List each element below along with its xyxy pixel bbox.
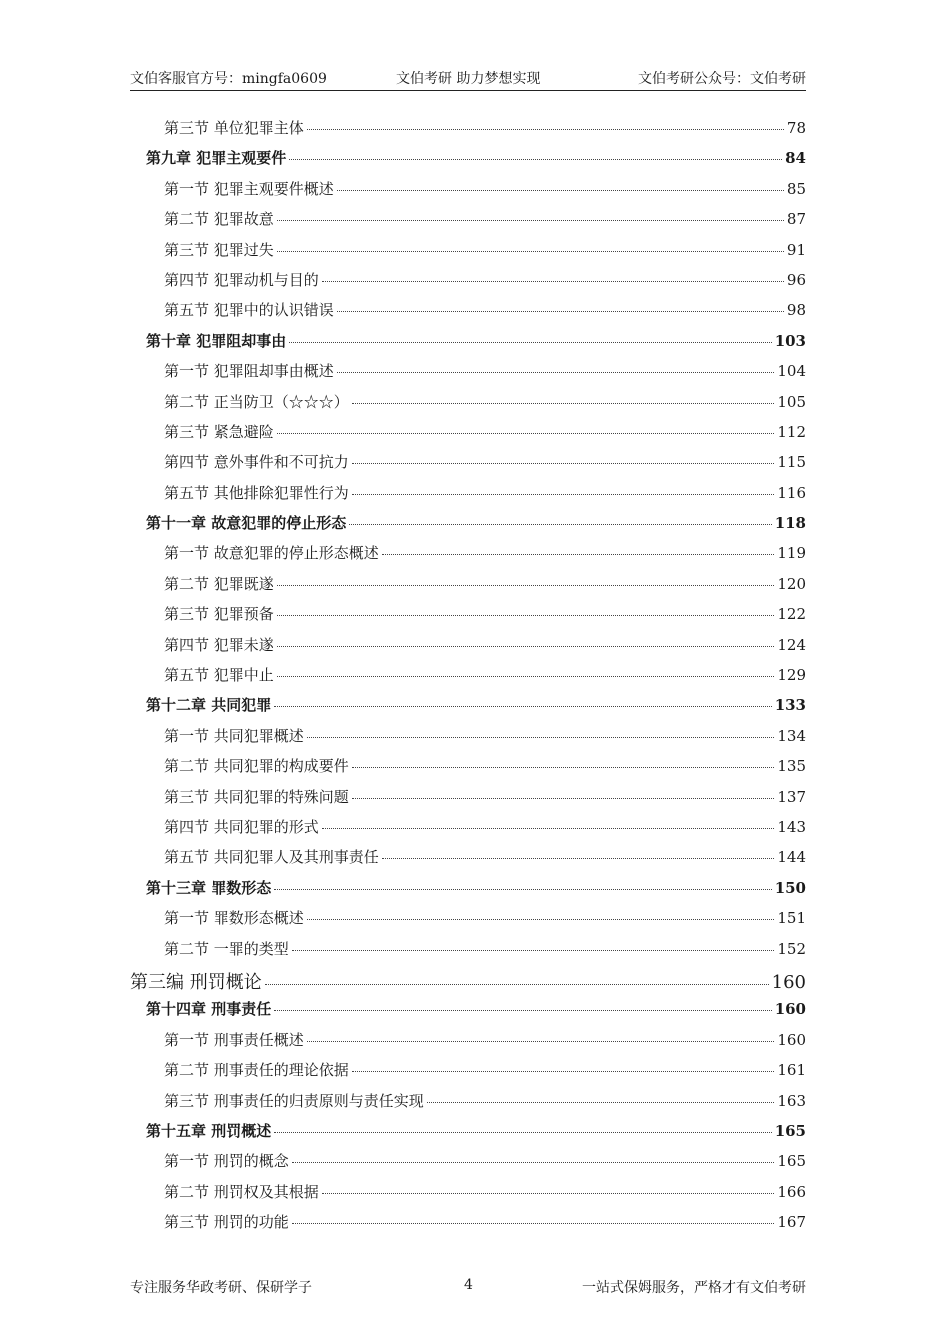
toc-entry-title: 第五节 犯罪中的认识错误	[164, 301, 334, 320]
toc-dot-leader	[277, 646, 775, 647]
toc-entry-page: 163	[777, 1091, 806, 1110]
toc-entry-page: 137	[777, 787, 806, 806]
toc-entry-section[interactable]	[130, 421, 806, 451]
page-footer	[130, 1277, 806, 1297]
toc-entry-title: 第三编 刑罚概论	[130, 971, 262, 993]
toc-dot-leader	[307, 737, 775, 738]
toc-entry-page: 124	[777, 635, 806, 654]
toc-dot-leader	[322, 828, 775, 829]
toc-entry-section[interactable]	[130, 816, 806, 846]
toc-dot-leader	[307, 919, 775, 920]
toc-dot-leader	[322, 281, 784, 282]
toc-entry-title: 第一节 刑事责任概述	[164, 1030, 304, 1049]
toc-entry-section[interactable]	[130, 391, 806, 421]
toc-entry-title: 第四节 犯罪动机与目的	[164, 270, 319, 289]
toc-entry-page: 98	[786, 301, 806, 320]
toc-entry-section[interactable]	[130, 846, 806, 876]
toc-entry-page: 160	[774, 1000, 806, 1019]
page-header	[130, 66, 806, 91]
toc-entry-section[interactable]	[130, 482, 806, 512]
toc-entry-title: 第十章 犯罪阻却事由	[146, 331, 287, 350]
footer-right-text: 一站式保姆服务，严格才有文伯考研	[582, 1280, 806, 1296]
toc-entry-page: 115	[777, 453, 806, 472]
toc-dot-leader	[337, 190, 784, 191]
toc-entry-section[interactable]	[130, 603, 806, 633]
toc-dot-leader	[274, 1132, 771, 1133]
toc-entry-section[interactable]	[130, 1059, 806, 1089]
toc-entry-title: 第三节 刑事责任的归责原则与责任实现	[164, 1091, 424, 1110]
toc-entry-section[interactable]	[130, 542, 806, 572]
toc-entry-page: 166	[777, 1182, 806, 1201]
toc-entry-page: 151	[777, 909, 806, 928]
toc-entry-title: 第二节 正当防卫（☆☆☆）	[164, 392, 349, 411]
toc-entry-title: 第五节 共同犯罪人及其刑事责任	[164, 848, 379, 867]
toc-entry-title: 第一节 犯罪阻却事由概述	[164, 362, 334, 381]
toc-entry-section[interactable]	[130, 360, 806, 390]
footer-page-number: 4	[464, 1277, 473, 1293]
toc-entry-section[interactable]	[130, 269, 806, 299]
toc-entry-title: 第五节 其他排除犯罪性行为	[164, 483, 349, 502]
toc-entry-chapter[interactable]	[130, 694, 806, 724]
toc-dot-leader	[274, 706, 771, 707]
toc-dot-leader	[289, 159, 782, 160]
toc-entry-title: 第一节 共同犯罪概述	[164, 726, 304, 745]
toc-entry-title: 第一节 刑罚的概念	[164, 1152, 289, 1171]
toc-entry-title: 第四节 意外事件和不可抗力	[164, 453, 349, 472]
toc-entry-section[interactable]	[130, 755, 806, 785]
toc-entry-section[interactable]	[130, 451, 806, 481]
toc-entry-page: 134	[777, 726, 806, 745]
toc-entry-page: 103	[774, 331, 806, 350]
toc-entry-title: 第三节 犯罪过失	[164, 240, 274, 259]
toc-dot-leader	[277, 251, 784, 252]
toc-dot-leader	[277, 585, 775, 586]
toc-dot-leader	[307, 129, 784, 130]
toc-entry-section[interactable]	[130, 239, 806, 269]
toc-dot-leader	[277, 433, 775, 434]
toc-entry-title: 第一节 罪数形态概述	[164, 909, 304, 928]
toc-entry-section[interactable]	[130, 1211, 806, 1241]
toc-entry-page: 78	[786, 119, 806, 137]
toc-dot-leader	[382, 858, 775, 859]
toc-entry-section[interactable]	[130, 117, 806, 147]
header-public-account: 文伯考研公众号：文伯考研	[638, 71, 806, 87]
toc-entry-section[interactable]	[130, 725, 806, 755]
toc-entry-title: 第五节 犯罪中止	[164, 666, 274, 685]
toc-entry-page: 150	[774, 878, 806, 897]
toc-entry-page: 143	[777, 817, 806, 836]
toc-entry-page: 104	[777, 362, 806, 381]
toc-entry-page: 119	[777, 544, 806, 563]
toc-entry-page: 112	[777, 422, 806, 441]
toc-entry-title: 第十四章 刑事责任	[146, 1000, 272, 1019]
toc-dot-leader	[352, 798, 775, 799]
toc-entry-section[interactable]	[130, 178, 806, 208]
toc-entry-page: 144	[777, 848, 806, 867]
toc-entry-section[interactable]	[130, 786, 806, 816]
toc-entry-page: 133	[774, 696, 806, 715]
toc-dot-leader	[277, 615, 775, 616]
toc-dot-leader	[337, 311, 784, 312]
toc-entry-title: 第一节 故意犯罪的停止形态概述	[164, 544, 379, 563]
toc-entry-chapter[interactable]	[130, 998, 806, 1028]
toc-entry-page: 122	[777, 605, 806, 624]
toc-dot-leader	[352, 494, 775, 495]
toc-entry-title: 第三节 犯罪预备	[164, 605, 274, 624]
toc-entry-section[interactable]	[130, 907, 806, 937]
toc-entry-title: 第九章 犯罪主观要件	[146, 149, 287, 168]
toc-entry-page: 118	[774, 514, 806, 533]
toc-entry-chapter[interactable]	[130, 877, 806, 907]
toc-entry-section[interactable]	[130, 1181, 806, 1211]
toc-entry-title: 第一节 犯罪主观要件概述	[164, 179, 334, 198]
toc-entry-section[interactable]	[130, 634, 806, 664]
toc-dot-leader	[322, 1193, 775, 1194]
header-service-account: 文伯客服官方号：mingfa0609	[130, 71, 327, 87]
toc-entry-page: 85	[786, 179, 806, 198]
toc-entry-page: 161	[777, 1061, 806, 1080]
toc-entry-section[interactable]	[130, 573, 806, 603]
toc-entry-title: 第二节 犯罪既遂	[164, 574, 274, 593]
toc-entry-page: 129	[777, 666, 806, 685]
toc-dot-leader	[352, 767, 775, 768]
toc-entry-page: 84	[785, 149, 806, 168]
toc-entry-section[interactable]	[130, 208, 806, 238]
toc-dot-leader	[277, 676, 775, 677]
toc-entry-page: 165	[777, 1152, 806, 1171]
toc-entry-chapter[interactable]	[130, 147, 806, 177]
toc-dot-leader	[274, 889, 771, 890]
toc-entry-page: 167	[777, 1213, 806, 1232]
footer-left-text: 专注服务华政考研、保研学子	[130, 1280, 312, 1296]
toc-entry-section[interactable]	[130, 1150, 806, 1180]
toc-entry-page: 165	[774, 1121, 806, 1140]
toc-entry-page: 152	[777, 939, 806, 958]
toc-entry-section[interactable]	[130, 1029, 806, 1059]
toc-entry-page: 96	[786, 270, 806, 289]
toc-dot-leader	[289, 342, 771, 343]
toc-entry-title: 第三节 紧急避险	[164, 422, 274, 441]
toc-dot-leader	[352, 1071, 775, 1072]
toc-dot-leader	[292, 1223, 775, 1224]
toc-entry-title: 第二节 刑事责任的理论依据	[164, 1061, 349, 1080]
toc-entry-chapter[interactable]	[130, 1120, 806, 1150]
toc-entry-section[interactable]	[130, 664, 806, 694]
toc-dot-leader	[427, 1102, 775, 1103]
toc-entry-page: 135	[777, 757, 806, 776]
toc-dot-leader	[352, 463, 775, 464]
toc-entry-page: 91	[786, 240, 806, 259]
toc-entry-title: 第二节 一罪的类型	[164, 939, 289, 958]
toc-entry-page: 120	[777, 574, 806, 593]
toc-dot-leader	[265, 984, 769, 985]
toc-entry-title: 第十三章 罪数形态	[146, 878, 272, 897]
toc-dot-leader	[337, 372, 775, 373]
toc-entry-title: 第三节 共同犯罪的特殊问题	[164, 787, 349, 806]
toc-entry-title: 第十五章 刑罚概述	[146, 1121, 272, 1140]
toc-entry-page: 160	[771, 971, 806, 993]
toc-entry-title: 第二节 共同犯罪的构成要件	[164, 757, 349, 776]
toc-entry-chapter[interactable]	[130, 512, 806, 542]
toc-entry-title: 第十二章 共同犯罪	[146, 696, 272, 715]
toc-entry-title: 第十一章 故意犯罪的停止形态	[146, 514, 347, 533]
toc-entry-title: 第四节 犯罪未遂	[164, 635, 274, 654]
toc-entry-section[interactable]	[130, 1090, 806, 1120]
toc-dot-leader	[349, 524, 771, 525]
toc-dot-leader	[292, 950, 775, 951]
toc-entry-page: 105	[777, 392, 806, 411]
toc-dot-leader	[277, 220, 784, 221]
toc-entry-section[interactable]	[130, 938, 806, 968]
toc-entry-title: 第二节 犯罪故意	[164, 210, 274, 229]
toc-entry-chapter[interactable]	[130, 330, 806, 360]
toc-entry-part[interactable]	[130, 968, 806, 998]
toc-dot-leader	[382, 554, 775, 555]
toc-entry-section[interactable]	[130, 299, 806, 329]
toc-dot-leader	[274, 1010, 771, 1011]
toc-entry-title: 第二节 刑罚权及其根据	[164, 1182, 319, 1201]
header-slogan: 文伯考研 助力梦想实现	[396, 71, 541, 87]
toc-entry-title: 第四节 共同犯罪的形式	[164, 817, 319, 836]
toc-entry-title: 第三节 刑罚的功能	[164, 1213, 289, 1232]
toc-dot-leader	[292, 1162, 775, 1163]
toc-entry-page: 87	[786, 210, 806, 229]
toc-dot-leader	[352, 403, 775, 404]
toc-dot-leader	[307, 1041, 775, 1042]
toc-entry-page: 116	[777, 483, 806, 502]
toc-entry-page: 160	[777, 1030, 806, 1049]
toc-entry-title: 第三节 单位犯罪主体	[164, 119, 304, 137]
table-of-contents	[130, 117, 806, 1241]
